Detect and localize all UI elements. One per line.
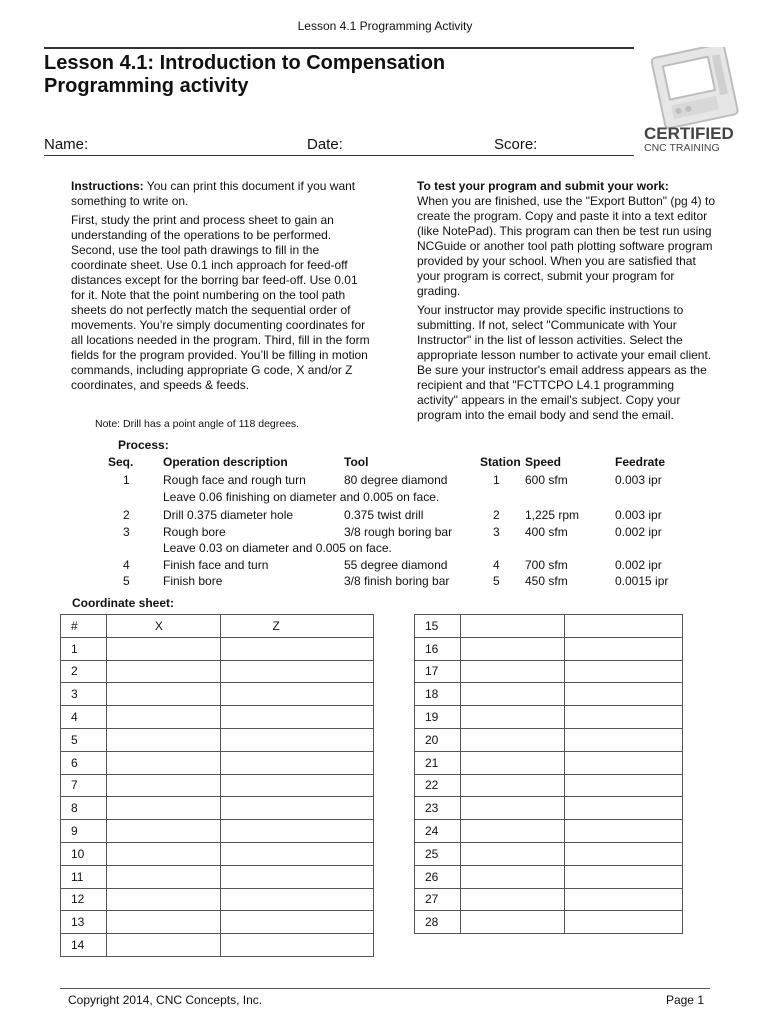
table-row: [415, 820, 683, 843]
process-feed: 0.002 ipr: [615, 558, 662, 572]
process-operation: Drill 0.375 diameter hole: [163, 508, 294, 522]
z-cell[interactable]: [220, 797, 373, 820]
x-cell[interactable]: [106, 774, 220, 797]
z-cell[interactable]: [565, 842, 683, 865]
table-row: [61, 865, 374, 888]
x-cell[interactable]: [106, 660, 220, 683]
row-number: 12: [61, 888, 107, 911]
z-cell[interactable]: [220, 706, 373, 729]
z-cell[interactable]: [565, 774, 683, 797]
process-seq: 1: [123, 473, 130, 487]
process-speed: 400 sfm: [525, 525, 568, 539]
row-number: 28: [415, 911, 461, 934]
row-number: 24: [415, 820, 461, 843]
z-cell[interactable]: [220, 774, 373, 797]
process-operation: Finish face and turn: [163, 558, 269, 572]
submit-column: [417, 179, 717, 427]
table-row: [415, 706, 683, 729]
instructions-column: [71, 179, 371, 397]
table-header-row: [61, 615, 374, 638]
x-cell[interactable]: [460, 865, 565, 888]
row-number: 3: [61, 683, 107, 706]
table-row: [415, 683, 683, 706]
table-row: [415, 615, 683, 638]
process-header-seq: Seq.: [108, 455, 134, 469]
z-cell[interactable]: [565, 820, 683, 843]
process-operation: Rough face and rough turn: [163, 473, 306, 487]
row-number: 27: [415, 888, 461, 911]
z-cell[interactable]: [565, 683, 683, 706]
z-cell[interactable]: [220, 637, 373, 660]
z-cell[interactable]: [565, 751, 683, 774]
z-cell[interactable]: [565, 797, 683, 820]
x-cell[interactable]: [106, 797, 220, 820]
x-cell[interactable]: [106, 865, 220, 888]
table-row: [415, 774, 683, 797]
row-number: 2: [61, 660, 107, 683]
table-row: [61, 637, 374, 660]
row-number: 16: [415, 637, 461, 660]
x-cell[interactable]: [106, 751, 220, 774]
x-cell[interactable]: [460, 820, 565, 843]
table-row: [61, 751, 374, 774]
z-cell[interactable]: [220, 728, 373, 751]
title-line-1: Lesson 4.1: Introduction to Compensation: [44, 52, 446, 74]
process-header-station: Station: [480, 455, 521, 469]
x-cell[interactable]: [460, 911, 565, 934]
process-seq: 2: [123, 508, 130, 522]
row-number: 15: [415, 615, 461, 638]
x-cell[interactable]: [460, 888, 565, 911]
certified-cnc-logo: [640, 47, 752, 155]
copyright-text: Copyright 2014, CNC Concepts, Inc.: [68, 993, 263, 1007]
row-number: 14: [61, 934, 107, 957]
z-cell[interactable]: [565, 911, 683, 934]
table-row: [415, 865, 683, 888]
row-number: 9: [61, 820, 107, 843]
coordinate-table-left: [60, 614, 374, 957]
running-header: Lesson 4.1 Programming Activity: [297, 19, 473, 33]
coordinate-sheet-title: Coordinate sheet:: [72, 596, 175, 610]
table-row: [415, 637, 683, 660]
z-cell[interactable]: [220, 820, 373, 843]
x-cell[interactable]: [106, 888, 220, 911]
row-number: 18: [415, 683, 461, 706]
process-tool: 3/8 rough boring bar: [344, 525, 453, 539]
process-header-op: Operation description: [163, 455, 288, 469]
row-number: 21: [415, 751, 461, 774]
table-row: [61, 683, 374, 706]
z-cell[interactable]: [565, 660, 683, 683]
x-cell[interactable]: [460, 842, 565, 865]
process-speed: 450 sfm: [525, 574, 568, 588]
process-station: 4: [493, 558, 500, 572]
row-number: 7: [61, 774, 107, 797]
row-number: 23: [415, 797, 461, 820]
x-cell[interactable]: [106, 934, 220, 957]
drill-note: Note: Drill has a point angle of 118 degrees.: [95, 418, 300, 430]
z-cell[interactable]: [220, 683, 373, 706]
table-row: [415, 842, 683, 865]
process-station: 5: [493, 574, 500, 588]
x-cell[interactable]: [460, 797, 565, 820]
table-row: [61, 934, 374, 957]
submit-heading: To test your program and submit your work:: [417, 179, 669, 193]
top-divider: [44, 47, 634, 49]
table-row: [415, 751, 683, 774]
process-label: Process:: [118, 438, 169, 452]
row-number: 13: [61, 911, 107, 934]
row-number: 20: [415, 728, 461, 751]
process-feed: 0.003 ipr: [615, 508, 662, 522]
x-cell[interactable]: [106, 637, 220, 660]
z-cell[interactable]: [220, 751, 373, 774]
process-tool: 55 degree diamond: [344, 558, 448, 572]
z-cell[interactable]: [565, 865, 683, 888]
z-cell[interactable]: [220, 911, 373, 934]
process-header-feed: Feedrate: [615, 455, 666, 469]
header-z: Z: [220, 615, 373, 638]
x-cell[interactable]: [106, 706, 220, 729]
process-header-speed: Speed: [525, 455, 562, 469]
process-note: Leave 0.06 finishing on diameter and 0.005 on face.: [163, 490, 440, 504]
coordinate-table-right: [414, 614, 683, 934]
table-row: [61, 820, 374, 843]
instructions-body: First, study the print and process sheet to gain an understanding of the operations to be performed. Second, use the tool path drawings to fill in the coordinate sheet. Use 0.1 inch approach for feed-off distances except for the borring bar feed-off. Use 0.01 for it. Note that the point numbering on the tool path sheets do not perfectly match the sequential order of movements. You’re simply documenting coordinates for all locations needed in the program. Third, fill in the form fields for the program provided. You’ll be filling in motion commands, including appropriate G code, X and/or Z coordinates, and speeds & feeds.: [71, 213, 370, 392]
row-number: 22: [415, 774, 461, 797]
submit-paragraph-1: When you are finished, use the "Export Button" (pg 4) to create the program. Copy and paste it into a text editor (like NotePad). This program can then be test run using NCGuide or another tool path plotting software program provided by your school. When you are satisfied that your program is correct, submit your program for grading.: [417, 194, 716, 298]
row-number: 19: [415, 706, 461, 729]
z-cell[interactable]: [220, 842, 373, 865]
process-feed: 0.0015 ipr: [615, 574, 669, 588]
row-number: 8: [61, 797, 107, 820]
date-label: Date:: [307, 136, 343, 153]
page-number: Page 1: [665, 993, 704, 1007]
process-seq: 3: [123, 525, 130, 539]
row-number: 6: [61, 751, 107, 774]
process-operation: Finish bore: [163, 574, 223, 588]
x-cell[interactable]: [460, 774, 565, 797]
table-row: [61, 911, 374, 934]
x-cell[interactable]: [460, 637, 565, 660]
row-number: 11: [61, 865, 107, 888]
process-feed: 0.002 ipr: [615, 525, 662, 539]
submit-paragraph-2: Your instructor may provide specific instructions to submitting. If not, select "Communicate with Your Instructor" in the list of lesson activities. Select the appropriate lesson number to activate your email client. Be sure your instructor's email address appears as the recipient and that "FCTTCPO L4.1 programming activity" appears in the email's subject. Copy your program into the email body and send the email.: [417, 303, 712, 422]
z-cell[interactable]: [565, 728, 683, 751]
process-station: 3: [493, 525, 500, 539]
process-seq: 5: [123, 574, 130, 588]
row-number: 25: [415, 842, 461, 865]
x-cell[interactable]: [460, 615, 565, 638]
process-operation: Rough bore: [163, 525, 226, 539]
x-cell[interactable]: [106, 820, 220, 843]
row-number: 4: [61, 706, 107, 729]
z-cell[interactable]: [565, 888, 683, 911]
x-cell[interactable]: [106, 842, 220, 865]
x-cell[interactable]: [460, 751, 565, 774]
table-row: [61, 842, 374, 865]
table-row: [415, 911, 683, 934]
logo-text-certified: CERTIFIED: [644, 124, 734, 143]
table-row: [415, 797, 683, 820]
z-cell[interactable]: [220, 660, 373, 683]
table-row: [415, 660, 683, 683]
process-tool: 3/8 finish boring bar: [344, 574, 450, 588]
z-cell[interactable]: [565, 706, 683, 729]
z-cell[interactable]: [220, 865, 373, 888]
table-row: [61, 660, 374, 683]
x-cell[interactable]: [106, 728, 220, 751]
table-row: [415, 728, 683, 751]
table-row: [415, 888, 683, 911]
process-seq: 4: [123, 558, 130, 572]
x-cell[interactable]: [460, 683, 565, 706]
footer-divider: [60, 988, 710, 989]
z-cell[interactable]: [565, 637, 683, 660]
process-tool: 0.375 twist drill: [344, 508, 424, 522]
process-feed: 0.003 ipr: [615, 473, 662, 487]
header-number: #: [61, 615, 107, 638]
table-row: [61, 797, 374, 820]
fields-underline: [44, 155, 634, 156]
table-row: [61, 706, 374, 729]
x-cell[interactable]: [106, 911, 220, 934]
title-line-2: Programming activity: [44, 75, 249, 97]
logo-text-cnc-training: CNC TRAINING: [644, 142, 720, 154]
process-speed: 600 sfm: [525, 473, 568, 487]
z-cell[interactable]: [565, 615, 683, 638]
row-number: 10: [61, 842, 107, 865]
page-title: [44, 52, 564, 98]
row-number: 5: [61, 728, 107, 751]
process-note: Leave 0.03 on diameter and 0.005 on face.: [163, 541, 392, 555]
x-cell[interactable]: [460, 706, 565, 729]
process-speed: 700 sfm: [525, 558, 568, 572]
row-number: 17: [415, 660, 461, 683]
row-number: 1: [61, 637, 107, 660]
row-number: 26: [415, 865, 461, 888]
process-station: 1: [493, 473, 500, 487]
table-row: [61, 728, 374, 751]
cnc-machine-icon: [640, 47, 752, 155]
process-speed: 1,225 rpm: [525, 508, 580, 522]
z-cell[interactable]: [220, 934, 373, 957]
name-label: Name:: [44, 136, 89, 153]
x-cell[interactable]: [460, 728, 565, 751]
z-cell[interactable]: [220, 888, 373, 911]
x-cell[interactable]: [106, 683, 220, 706]
table-row: [61, 774, 374, 797]
process-tool: 80 degree diamond: [344, 473, 448, 487]
table-row: [61, 888, 374, 911]
score-label: Score:: [494, 136, 538, 153]
process-header-tool: Tool: [344, 455, 369, 469]
process-station: 2: [493, 508, 500, 522]
header-x: X: [106, 615, 220, 638]
instructions-intro: Instructions: You can print this document if you want something to write on.: [71, 179, 356, 208]
x-cell[interactable]: [460, 660, 565, 683]
